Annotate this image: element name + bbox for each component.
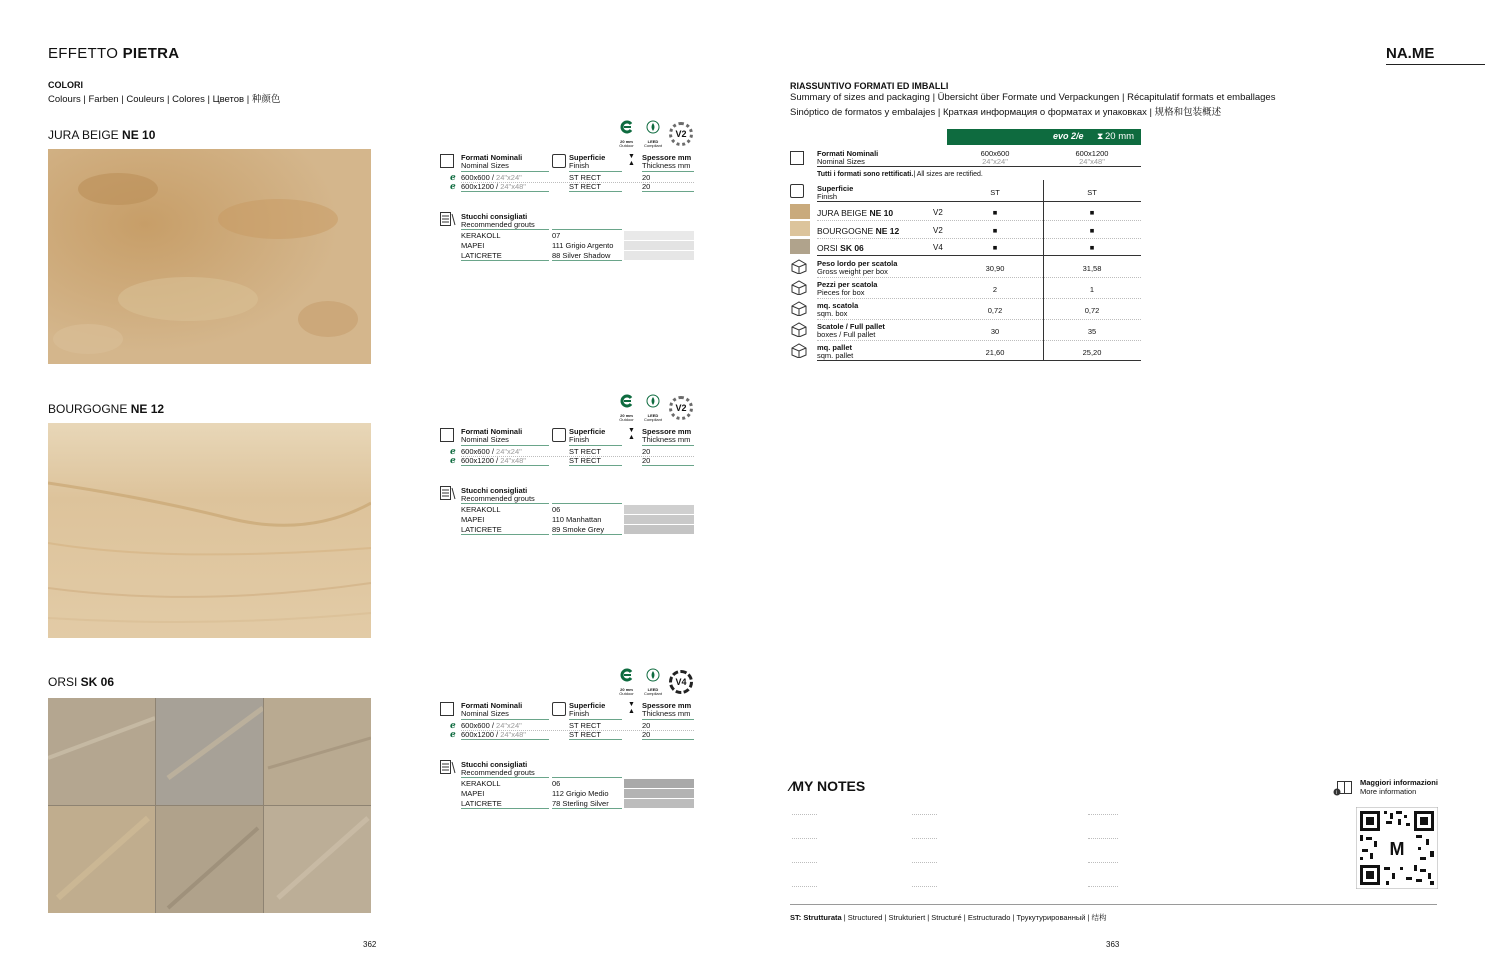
format-row: [461, 730, 526, 739]
summary-heading: RIASSUNTIVO FORMATI ED IMBALLI: [790, 81, 949, 91]
thickness-heading: Spessore mm: [642, 427, 692, 436]
spec-block: [440, 394, 696, 539]
grout-swatch: [624, 251, 694, 260]
section-title: [48, 45, 179, 62]
finish-value: ST RECT: [569, 447, 601, 456]
product-name-light: BOURGOGNE: [48, 402, 131, 416]
shade-variation-badge: V2: [669, 396, 693, 420]
shade-variation-badge: V4: [669, 670, 693, 694]
badge-leed: LEED: [647, 687, 659, 692]
evo-icon: [620, 394, 634, 408]
badge-outdoor: Outdoor: [619, 143, 634, 148]
outdoor-badge: [618, 668, 635, 696]
surface-icon: [552, 702, 566, 716]
badge-compliant: Compliant: [643, 691, 662, 696]
badge-leed: LEED: [647, 139, 659, 144]
packaging-heading: mq. pallet: [817, 343, 853, 352]
footnote-bold: ST: Strutturata: [790, 913, 842, 922]
product-code: NE 10: [869, 208, 894, 218]
more-info-sub[interactable]: More information: [1360, 787, 1417, 796]
grout-code: 111 Grigio Argento: [552, 241, 614, 250]
evo-logo: evo 2/e: [1053, 131, 1084, 141]
box-pieces-icon: [790, 279, 808, 295]
evo-icon: ℯ: [450, 729, 456, 739]
format-inch: 24"x48": [500, 456, 526, 465]
format-row: [461, 721, 522, 730]
grout-swatch: [624, 525, 694, 534]
formats-sub: Nominal Sizes: [461, 709, 509, 718]
footnote: [790, 912, 1107, 923]
packaging-heading: mq. scatola: [817, 301, 859, 310]
thickness-sub: Thickness mm: [642, 435, 691, 444]
brand-logo: NA.ME: [1386, 45, 1435, 62]
nominal-size-icon: [440, 154, 454, 168]
badge-compliant: Compliant: [643, 143, 662, 148]
shade-variation-badge: V2: [669, 122, 693, 146]
nominal-size-icon: [440, 702, 454, 716]
product-name-light: BOURGOGNE: [817, 226, 876, 236]
grout-code: 06: [552, 779, 561, 788]
product-code: NE 12: [875, 226, 900, 236]
thickness-value: 20: [642, 730, 651, 739]
packaging-value: 21,60: [985, 348, 1005, 357]
format-size: 600x1200 /: [461, 730, 501, 739]
product-name: [817, 208, 893, 218]
thickness-value: 20: [642, 456, 651, 465]
grouts-heading: Stucchi consigliati: [461, 212, 528, 221]
product-name: [817, 243, 864, 253]
colori-translations: Colours | Farben | Couleurs | Colores | Цветов | 种颜色: [48, 94, 281, 105]
pallet-sqm-icon: [790, 342, 808, 358]
grout-swatch: [624, 779, 694, 788]
evo-icon: ℯ: [450, 181, 456, 191]
summary-line: Summary of sizes and packaging | Übersicht über Formate und Verpackungen | Récapitulatif formats et emballages: [790, 92, 1276, 103]
box-sqm-icon: [790, 300, 808, 316]
packaging-value: 30: [990, 327, 1000, 336]
spec-block: [440, 120, 696, 265]
leaf-icon: [646, 668, 660, 682]
packaging-value: 1: [1089, 285, 1095, 294]
leaf-icon: [646, 394, 660, 408]
product-image-orsi: [48, 698, 371, 913]
grout-swatch: [624, 799, 694, 808]
grouts-sub: Recommended grouts: [461, 768, 535, 777]
format-row: [461, 182, 526, 191]
summary-line: Sinóptico de formatos y embalajes | Краткая информация о форматах и упаковках | 规格和包装概述: [790, 107, 1222, 118]
packaging-value: 0,72: [1084, 306, 1100, 315]
format-col-inch: 24"x24": [982, 157, 1008, 166]
evo-icon: ℯ: [450, 172, 456, 182]
leed-badge: [643, 394, 663, 422]
format-col-mm: 600x1200: [1075, 149, 1109, 158]
product-title: [48, 128, 155, 142]
evo-icon: [620, 668, 634, 682]
availability-mark: ■: [1089, 208, 1095, 217]
more-info-heading[interactable]: Maggiori informazioni: [1360, 778, 1438, 787]
packaging-heading: Peso lordo per scatola: [817, 259, 898, 268]
product-title: [48, 675, 114, 689]
format-size: 600x1200 /: [461, 182, 501, 191]
evo-icon: ℯ: [450, 720, 456, 730]
format-row: [461, 447, 522, 456]
surface-sub: Finish: [569, 435, 590, 444]
table-header-bar: [947, 129, 1141, 145]
thickness-icon: ▼ ▲: [628, 701, 635, 715]
grout-brand: MAPEI: [461, 515, 485, 524]
pallet-boxes-icon: [790, 321, 808, 337]
formats-sub: Nominal Sizes: [461, 161, 509, 170]
section-title-bold: PIETRA: [122, 45, 180, 62]
product-image-bourgogne: [48, 423, 371, 638]
finish-value: ST RECT: [569, 182, 601, 191]
notes-title: [790, 778, 865, 794]
thickness-value: 20: [642, 173, 651, 182]
surface-sub: Finish: [569, 161, 590, 170]
formats-heading: Formati Nominali: [461, 701, 523, 710]
badge-leed: LEED: [647, 413, 659, 418]
page-number: 363: [1106, 940, 1120, 949]
thickness-label: 20 mm: [1105, 131, 1135, 142]
thickness-value: 20: [642, 721, 651, 730]
finish-value: ST RECT: [569, 456, 601, 465]
product-title: [48, 402, 164, 416]
thickness-value: 20: [642, 447, 651, 456]
surface-value: ST: [1087, 188, 1097, 197]
packaging-value: 2: [992, 285, 998, 294]
brand-underline: [1386, 64, 1485, 65]
thickness-heading: Spessore mm: [642, 701, 692, 710]
surface-icon: [790, 184, 804, 198]
format-inch: 24"x48": [500, 730, 526, 739]
packaging-sub: Pieces for box: [817, 288, 865, 297]
leed-badge: [643, 668, 663, 696]
product-name-light: JURA BEIGE: [48, 128, 123, 142]
packaging-value: 35: [1087, 327, 1097, 336]
product-name-light: JURA BEIGE: [817, 208, 870, 218]
rectified-note-rest: | All sizes are rectified.: [913, 171, 983, 178]
availability-mark: ■: [1089, 243, 1095, 252]
product-swatch: [790, 221, 810, 236]
format-size: 600x600 /: [461, 173, 497, 182]
packaging-sub: sqm. box: [817, 309, 848, 318]
formats-heading: Formati Nominali: [817, 149, 879, 158]
grout-swatch: [624, 505, 694, 514]
product-code: NE 12: [130, 402, 165, 416]
thickness-sub: Thickness mm: [642, 161, 691, 170]
format-row: [461, 173, 522, 182]
format-col-mm: 600x600: [980, 149, 1010, 158]
thickness-icon: ⧗: [1097, 131, 1104, 141]
grout-icon: [440, 486, 456, 500]
grout-brand: LATICRETE: [461, 251, 502, 260]
format-size: 600x600 /: [461, 721, 497, 730]
grouts-sub: Recommended grouts: [461, 220, 535, 229]
badge-outdoor: Outdoor: [619, 691, 634, 696]
availability-mark: ■: [992, 226, 998, 235]
grout-brand: KERAKOLL: [461, 779, 501, 788]
grout-code: 88 Silver Shadow: [552, 251, 611, 260]
availability-mark: ■: [992, 243, 998, 252]
shade-variation: V2: [933, 208, 943, 217]
thickness-heading: Spessore mm: [642, 153, 692, 162]
shade-variation: V4: [933, 243, 943, 252]
grouts-heading: Stucchi consigliati: [461, 760, 528, 769]
colori-heading: COLORI: [48, 80, 83, 90]
surface-sub: Finish: [817, 192, 838, 201]
formats-heading: Formati Nominali: [461, 153, 523, 162]
formats-sub: Nominal Sizes: [461, 435, 509, 444]
surface-icon: [552, 154, 566, 168]
grout-brand: MAPEI: [461, 789, 485, 798]
footnote-rest: | Structured | Strukturiert | Structuré | Estructurado | Трукутурированный | 结构: [841, 913, 1107, 922]
section-title-light: EFFETTO: [48, 45, 123, 62]
evo-icon: ℯ: [450, 446, 456, 456]
product-code: SK 06: [840, 243, 864, 253]
surface-heading: Superficie: [817, 184, 854, 193]
info-icon: [1333, 780, 1355, 796]
product-swatch: [790, 239, 810, 254]
finish-value: ST RECT: [569, 721, 601, 730]
packaging-value: 25,20: [1082, 348, 1102, 357]
grout-code: 110 Manhattan: [552, 515, 602, 524]
packaging-sub: sqm. pallet: [817, 351, 854, 360]
grout-code: 06: [552, 505, 561, 514]
finish-value: ST RECT: [569, 173, 601, 182]
pencil-icon: ⁄: [790, 778, 793, 794]
svg-text:M: M: [1389, 839, 1405, 859]
shade-variation: V2: [933, 226, 943, 235]
grout-code: 07: [552, 231, 561, 240]
packaging-heading: Scatole / Full pallet: [817, 322, 885, 331]
grouts-sub: Recommended grouts: [461, 494, 535, 503]
packaging-heading: Pezzi per scatola: [817, 280, 878, 289]
format-inch: 24"x48": [500, 182, 526, 191]
formats-heading: Formati Nominali: [461, 427, 523, 436]
badge-compliant: Compliant: [643, 417, 662, 422]
rectified-note: [817, 171, 983, 178]
format-row: [461, 456, 526, 465]
grout-swatch: [624, 515, 694, 524]
qr-code[interactable]: [1356, 807, 1438, 889]
column-divider: [1043, 180, 1044, 360]
grout-icon: [440, 212, 456, 226]
grout-swatch: [624, 231, 694, 240]
badge-20mm: 20 mm: [620, 687, 633, 692]
formats-sub: Nominal Sizes: [817, 157, 865, 166]
format-size: 600x600 /: [461, 447, 497, 456]
spec-block: [440, 668, 696, 813]
product-swatch: [790, 204, 810, 219]
surface-heading: Superficie: [569, 701, 606, 710]
product-code: SK 06: [80, 675, 115, 689]
page-number: 362: [363, 940, 377, 949]
product-name: [817, 226, 899, 236]
packaging-value: 31,58: [1082, 264, 1102, 273]
nominal-size-icon: [790, 151, 804, 165]
product-code: NE 10: [122, 128, 156, 142]
surface-heading: Superficie: [569, 427, 606, 436]
grout-swatch: [624, 789, 694, 798]
format-inch: 24"x24": [496, 173, 522, 182]
format-inch: 24"x24": [496, 447, 522, 456]
grout-icon: [440, 760, 456, 774]
rectified-note-bold: Tutti i formati sono rettificati.: [817, 171, 914, 178]
notes-title-text: MY NOTES: [792, 778, 866, 794]
leed-badge: [643, 120, 663, 148]
grout-brand: KERAKOLL: [461, 231, 501, 240]
format-inch: 24"x24": [496, 721, 522, 730]
grouts-heading: Stucchi consigliati: [461, 486, 528, 495]
grout-brand: LATICRETE: [461, 525, 502, 534]
grout-swatch: [624, 241, 694, 250]
outdoor-badge: [618, 120, 635, 148]
packaging-value: 30,90: [985, 264, 1005, 273]
grout-code: 89 Smoke Grey: [552, 525, 605, 534]
product-name-light: ORSI: [817, 243, 841, 253]
thickness-icon: ▼ ▲: [628, 153, 635, 167]
packaging-value: 0,72: [987, 306, 1003, 315]
badge-outdoor: Outdoor: [619, 417, 634, 422]
outdoor-badge: [618, 394, 635, 422]
thickness-sub: Thickness mm: [642, 709, 691, 718]
surface-heading: Superficie: [569, 153, 606, 162]
grout-brand: MAPEI: [461, 241, 485, 250]
finish-value: ST RECT: [569, 730, 601, 739]
leaf-icon: [646, 120, 660, 134]
availability-mark: ■: [1089, 226, 1095, 235]
thickness-icon: ▼ ▲: [628, 427, 635, 441]
availability-mark: ■: [992, 208, 998, 217]
grout-code: 112 Grigio Medio: [552, 789, 609, 798]
evo-icon: [620, 120, 634, 134]
badge-20mm: 20 mm: [620, 413, 633, 418]
format-col-inch: 24"x48": [1079, 157, 1105, 166]
svg-text:i: i: [1336, 790, 1338, 796]
packaging-sub: Gross weight per box: [817, 267, 888, 276]
format-size: 600x1200 /: [461, 456, 501, 465]
grout-code: 78 Sterling Silver: [552, 799, 609, 808]
box-weight-icon: [790, 258, 808, 274]
product-image-jura-beige: [48, 149, 371, 364]
product-name-light: ORSI: [48, 675, 81, 689]
surface-icon: [552, 428, 566, 442]
nominal-size-icon: [440, 428, 454, 442]
surface-sub: Finish: [569, 709, 590, 718]
packaging-sub: boxes / Full pallet: [817, 330, 876, 339]
grout-brand: KERAKOLL: [461, 505, 501, 514]
grout-brand: LATICRETE: [461, 799, 502, 808]
badge-20mm: 20 mm: [620, 139, 633, 144]
evo-icon: ℯ: [450, 455, 456, 465]
thickness-value: 20: [642, 182, 651, 191]
surface-value: ST: [990, 188, 1000, 197]
footnote-rule: [790, 904, 1437, 905]
